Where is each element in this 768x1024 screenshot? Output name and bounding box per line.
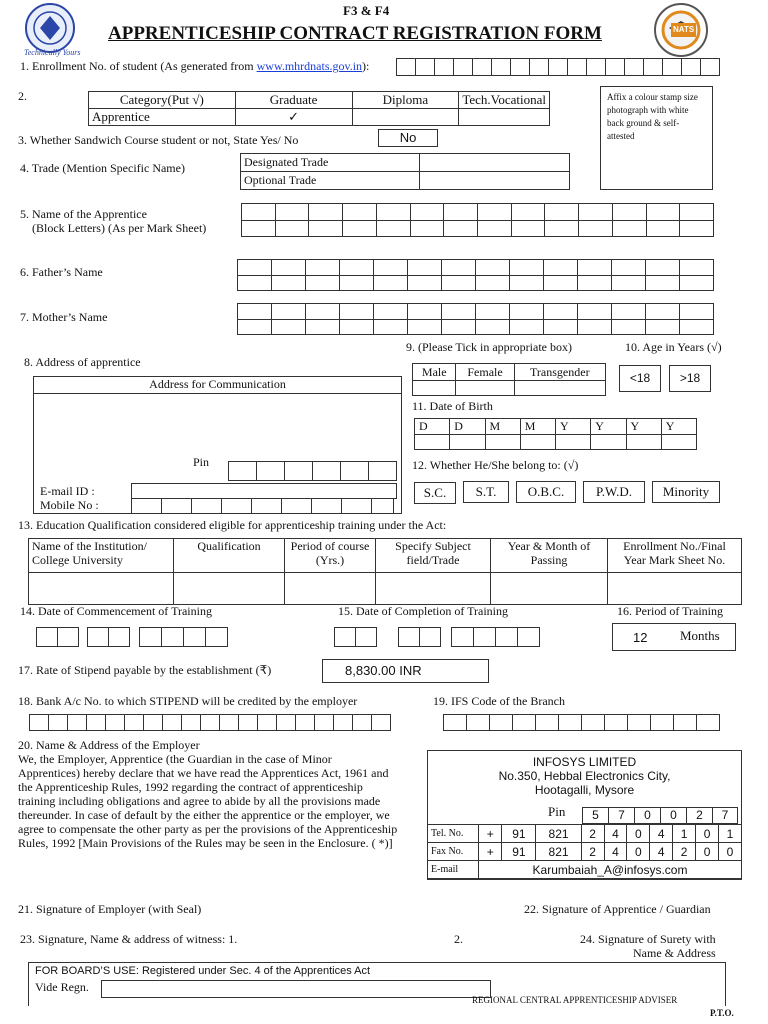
- gender-female[interactable]: Female: [456, 364, 514, 381]
- gender-options: [412, 363, 606, 396]
- q9-label: 9. (Please Tick in appropriate box): [406, 340, 572, 354]
- diploma-header: Diploma: [352, 92, 459, 109]
- tel-digit: 821: [536, 825, 581, 843]
- dob-m1: M: [486, 419, 521, 435]
- q5-label-1: 5. Name of the Apprentice: [20, 207, 147, 221]
- tel-digit: 4: [604, 825, 627, 843]
- diploma-cell[interactable]: [352, 109, 459, 126]
- pin-label: Pin: [193, 455, 210, 469]
- q16-label: 16. Period of Training: [617, 604, 724, 618]
- mother-name-boxes[interactable]: [237, 303, 714, 335]
- q6-label: 6. Father’s Name: [20, 265, 103, 279]
- q15-label: 15. Date of Completion of Training: [338, 604, 508, 618]
- email-label: E-mail ID :: [40, 484, 95, 498]
- q22-label: 22. Signature of Apprentice / Guardian: [524, 902, 711, 916]
- tech-vocational-header: Tech.Vocational: [459, 92, 550, 109]
- declaration-line: the Apprenticeship Rules, 1992 regarding the contract of apprenticeship: [18, 780, 363, 794]
- q14-label: 14. Date of Commencement of Training: [20, 604, 212, 618]
- edu-cell[interactable]: [376, 573, 491, 605]
- declaration-line: thereunder. In case of default by the either the apprentice or the employer, we: [18, 808, 390, 822]
- q19-label: 19. IFS Code of the Branch: [433, 694, 565, 708]
- dob-y4: Y: [662, 419, 697, 435]
- email-label-employer: E-mail: [428, 861, 479, 879]
- edu-header-passing: Year & Month of Passing: [491, 539, 608, 573]
- q5-label-2: (Block Letters) (As per Mark Sheet): [32, 221, 207, 235]
- completion-day-boxes[interactable]: [334, 627, 377, 647]
- address-box-title: Address for Communication: [34, 377, 401, 394]
- photo-box[interactable]: [600, 86, 713, 190]
- education-table: [28, 538, 742, 605]
- board-use-label: FOR BOARD’S USE: Registered under Sec. 4 of the Apprentices Act: [35, 965, 371, 977]
- graduate-header: Graduate: [235, 92, 352, 109]
- form-code: F3 & F4: [343, 3, 390, 18]
- fax-digit: 4: [650, 843, 673, 861]
- logo-right-caption: NATS: [671, 23, 696, 37]
- pin-digit: 2: [686, 807, 713, 824]
- rca-label: REGIONAL CENTRAL APPRENTICESHIP ADVISER: [472, 995, 678, 1005]
- witness-2-label: 2.: [454, 932, 463, 946]
- tel-digit: 1: [673, 825, 696, 843]
- training-period-value: 12: [633, 630, 648, 645]
- category-obc[interactable]: O.B.C.: [516, 481, 576, 503]
- q1-label: [20, 59, 369, 73]
- declaration-line: Apprentices) hereby declare that we have read the Apprentices Act, 1961 and: [18, 766, 389, 780]
- employer-address-2: Hootagalli, Mysore: [534, 783, 635, 797]
- tel-digit: 0: [696, 825, 719, 843]
- employer-contact-table: [427, 824, 742, 879]
- fax-digit: 91: [502, 843, 536, 861]
- graduate-tick[interactable]: ✓: [235, 109, 352, 126]
- pin-digit: 7: [712, 807, 738, 824]
- vide-regn-label: Vide Regn.: [35, 980, 89, 994]
- fax-digit: 0: [718, 843, 741, 861]
- commencement-year-boxes[interactable]: [139, 627, 228, 647]
- q24-label-2: Name & Address: [633, 946, 716, 960]
- employer-address-1: No.350, Hebbal Electronics City,: [498, 769, 671, 783]
- q18-label: 18. Bank A/c No. to which STIPEND will be credited by the employer: [18, 694, 358, 708]
- declaration-line: agree to compensate the other party as per the provisions of the Apprenticeship: [18, 822, 398, 836]
- category-header: Category(Put √): [89, 92, 236, 109]
- tel-label: Tel. No.: [428, 825, 479, 843]
- dob-y1: Y: [556, 419, 591, 435]
- dob-y3: Y: [627, 419, 662, 435]
- edu-header-subject: Specify Subject field/Trade: [376, 539, 491, 573]
- employer-pin-boxes: [582, 807, 738, 824]
- category-pwd[interactable]: P.W.D.: [583, 481, 645, 503]
- completion-year-boxes[interactable]: [451, 627, 540, 647]
- commencement-day-boxes[interactable]: [36, 627, 79, 647]
- fax-digit: 2: [581, 843, 604, 861]
- pto-label: P.T.O.: [710, 1008, 734, 1018]
- right-logo: [652, 2, 710, 58]
- tel-digit: 4: [650, 825, 673, 843]
- email-input[interactable]: [131, 483, 397, 499]
- dob-d2: D: [450, 419, 485, 435]
- declaration-line: Rules, 1992 [Main Provisions of the Rules may be seen in the Enclosure. ( *)]: [18, 836, 393, 850]
- edu-header-qualification: Qualification: [174, 539, 285, 573]
- fax-digit: 4: [604, 843, 627, 861]
- apprentice-label: Apprentice: [89, 109, 236, 126]
- q23-label: 23. Signature, Name & address of witness: 1.: [20, 932, 238, 946]
- form-title: APPRENTICESHIP CONTRACT REGISTRATION FORM: [108, 23, 602, 44]
- commencement-month-boxes[interactable]: [87, 627, 130, 647]
- board-use-box: [28, 962, 726, 1006]
- optional-trade-label: Optional Trade: [241, 172, 420, 190]
- tel-digit: 2: [581, 825, 604, 843]
- bank-account-boxes[interactable]: [29, 714, 391, 731]
- q4-label: 4. Trade (Mention Specific Name): [20, 161, 185, 175]
- q1-suffix: ):: [362, 59, 370, 73]
- enrollment-number-boxes[interactable]: [396, 58, 720, 76]
- dob-boxes[interactable]: [414, 418, 697, 450]
- edu-header-enrollment: Enrollment No./Final Year Mark Sheet No.: [608, 539, 742, 573]
- edu-cell[interactable]: [29, 573, 174, 605]
- apprentice-pin-boxes[interactable]: [228, 461, 397, 481]
- designated-trade-label: Designated Trade: [241, 154, 420, 172]
- q11-label: 11. Date of Birth: [412, 399, 493, 413]
- fax-digit: 2: [673, 843, 696, 861]
- category-table: [88, 91, 550, 126]
- training-period-box[interactable]: [612, 623, 736, 651]
- edu-cell[interactable]: [491, 573, 608, 605]
- sandwich-course-value[interactable]: No: [378, 129, 438, 147]
- category-st[interactable]: S.T.: [463, 481, 509, 503]
- dob-d1: D: [415, 419, 450, 435]
- tech-vocational-cell[interactable]: [459, 109, 550, 126]
- q1-label-text: 1. Enrollment No. of student (As generated from: [20, 59, 257, 73]
- stipend-value[interactable]: 8,830.00 INR: [322, 659, 489, 683]
- pin-digit: 5: [582, 807, 609, 824]
- q20-label: 20. Name & Address of the Employer: [18, 738, 200, 752]
- fax-label: Fax No.: [428, 843, 479, 861]
- fax-digit: 0: [696, 843, 719, 861]
- edu-cell[interactable]: [608, 573, 742, 605]
- trade-table: [240, 153, 570, 190]
- apprentice-name-boxes[interactable]: [241, 203, 714, 237]
- mobile-boxes[interactable]: [131, 498, 394, 514]
- q17-label: 17. Rate of Stipend payable by the establishment (₹): [18, 663, 272, 677]
- tel-digit: 0: [627, 825, 650, 843]
- employer-email: Karumbaiah_A@infosys.com: [479, 861, 742, 879]
- tel-digit: 1: [718, 825, 741, 843]
- logo-left-caption: Technically Yours: [24, 48, 81, 57]
- mobile-label: Mobile No :: [40, 498, 99, 512]
- fax-digit: 0: [627, 843, 650, 861]
- q12-label: 12. Whether He/She belong to: (√): [412, 458, 579, 472]
- left-logo: [14, 2, 86, 58]
- designated-trade-input[interactable]: [420, 154, 570, 172]
- photo-box-text: Affix a colour stamp size photograph with white back ground & self-attested: [607, 92, 698, 141]
- q24-label: 24. Signature of Surety with: [580, 932, 716, 946]
- pin-digit: 0: [660, 807, 687, 824]
- q3-label: 3. Whether Sandwich Course student or not, State Yes/ No: [18, 133, 299, 147]
- fax-digit: 821: [536, 843, 581, 861]
- training-period-unit: Months: [680, 628, 720, 643]
- dob-y2: Y: [591, 419, 626, 435]
- optional-trade-input[interactable]: [420, 172, 570, 190]
- dob-m2: M: [521, 419, 556, 435]
- q7-label: 7. Mother’s Name: [20, 310, 108, 324]
- fax-digit: +: [479, 843, 502, 861]
- declaration-line: We, the Employer, Apprentice (the Guardian in the case of Minor: [18, 752, 332, 766]
- declaration-text: [18, 752, 418, 850]
- ifsc-boxes[interactable]: [443, 714, 720, 731]
- q2-number: 2.: [18, 89, 27, 103]
- edu-cell[interactable]: [174, 573, 285, 605]
- category-minority[interactable]: Minority: [652, 481, 720, 503]
- employer-pin-label: Pin: [548, 804, 566, 819]
- pin-digit: 0: [634, 807, 661, 824]
- q10-label: 10. Age in Years (√): [625, 340, 722, 354]
- age-over-18[interactable]: >18: [669, 365, 711, 392]
- father-name-boxes[interactable]: [237, 259, 714, 291]
- completion-month-boxes[interactable]: [398, 627, 441, 647]
- edu-cell[interactable]: [285, 573, 376, 605]
- pin-digit: 7: [608, 807, 635, 824]
- tel-digit: +: [479, 825, 502, 843]
- age-under-18[interactable]: <18: [619, 365, 661, 392]
- q21-label: 21. Signature of Employer (with Seal): [18, 902, 202, 916]
- edu-header-period: Period of course (Yrs.): [285, 539, 376, 573]
- gender-male[interactable]: Male: [413, 364, 456, 381]
- q13-label: 13. Education Qualification considered eligible for apprenticeship training under the Act:: [18, 518, 447, 532]
- nats-link[interactable]: www.mhrdnats.gov.in: [256, 59, 363, 73]
- declaration-line: training including obligations and agree to abide by all the provisions made: [18, 794, 381, 808]
- gender-transgender[interactable]: Transgender: [514, 364, 605, 381]
- vide-regn-input[interactable]: [101, 980, 491, 998]
- edu-header-institution: Name of the Institution/ College University: [29, 539, 174, 573]
- q8-label: 8. Address of apprentice: [24, 355, 141, 369]
- employer-name: INFOSYS LIMITED: [532, 755, 637, 769]
- tel-digit: 91: [502, 825, 536, 843]
- category-sc[interactable]: S.C.: [414, 482, 456, 504]
